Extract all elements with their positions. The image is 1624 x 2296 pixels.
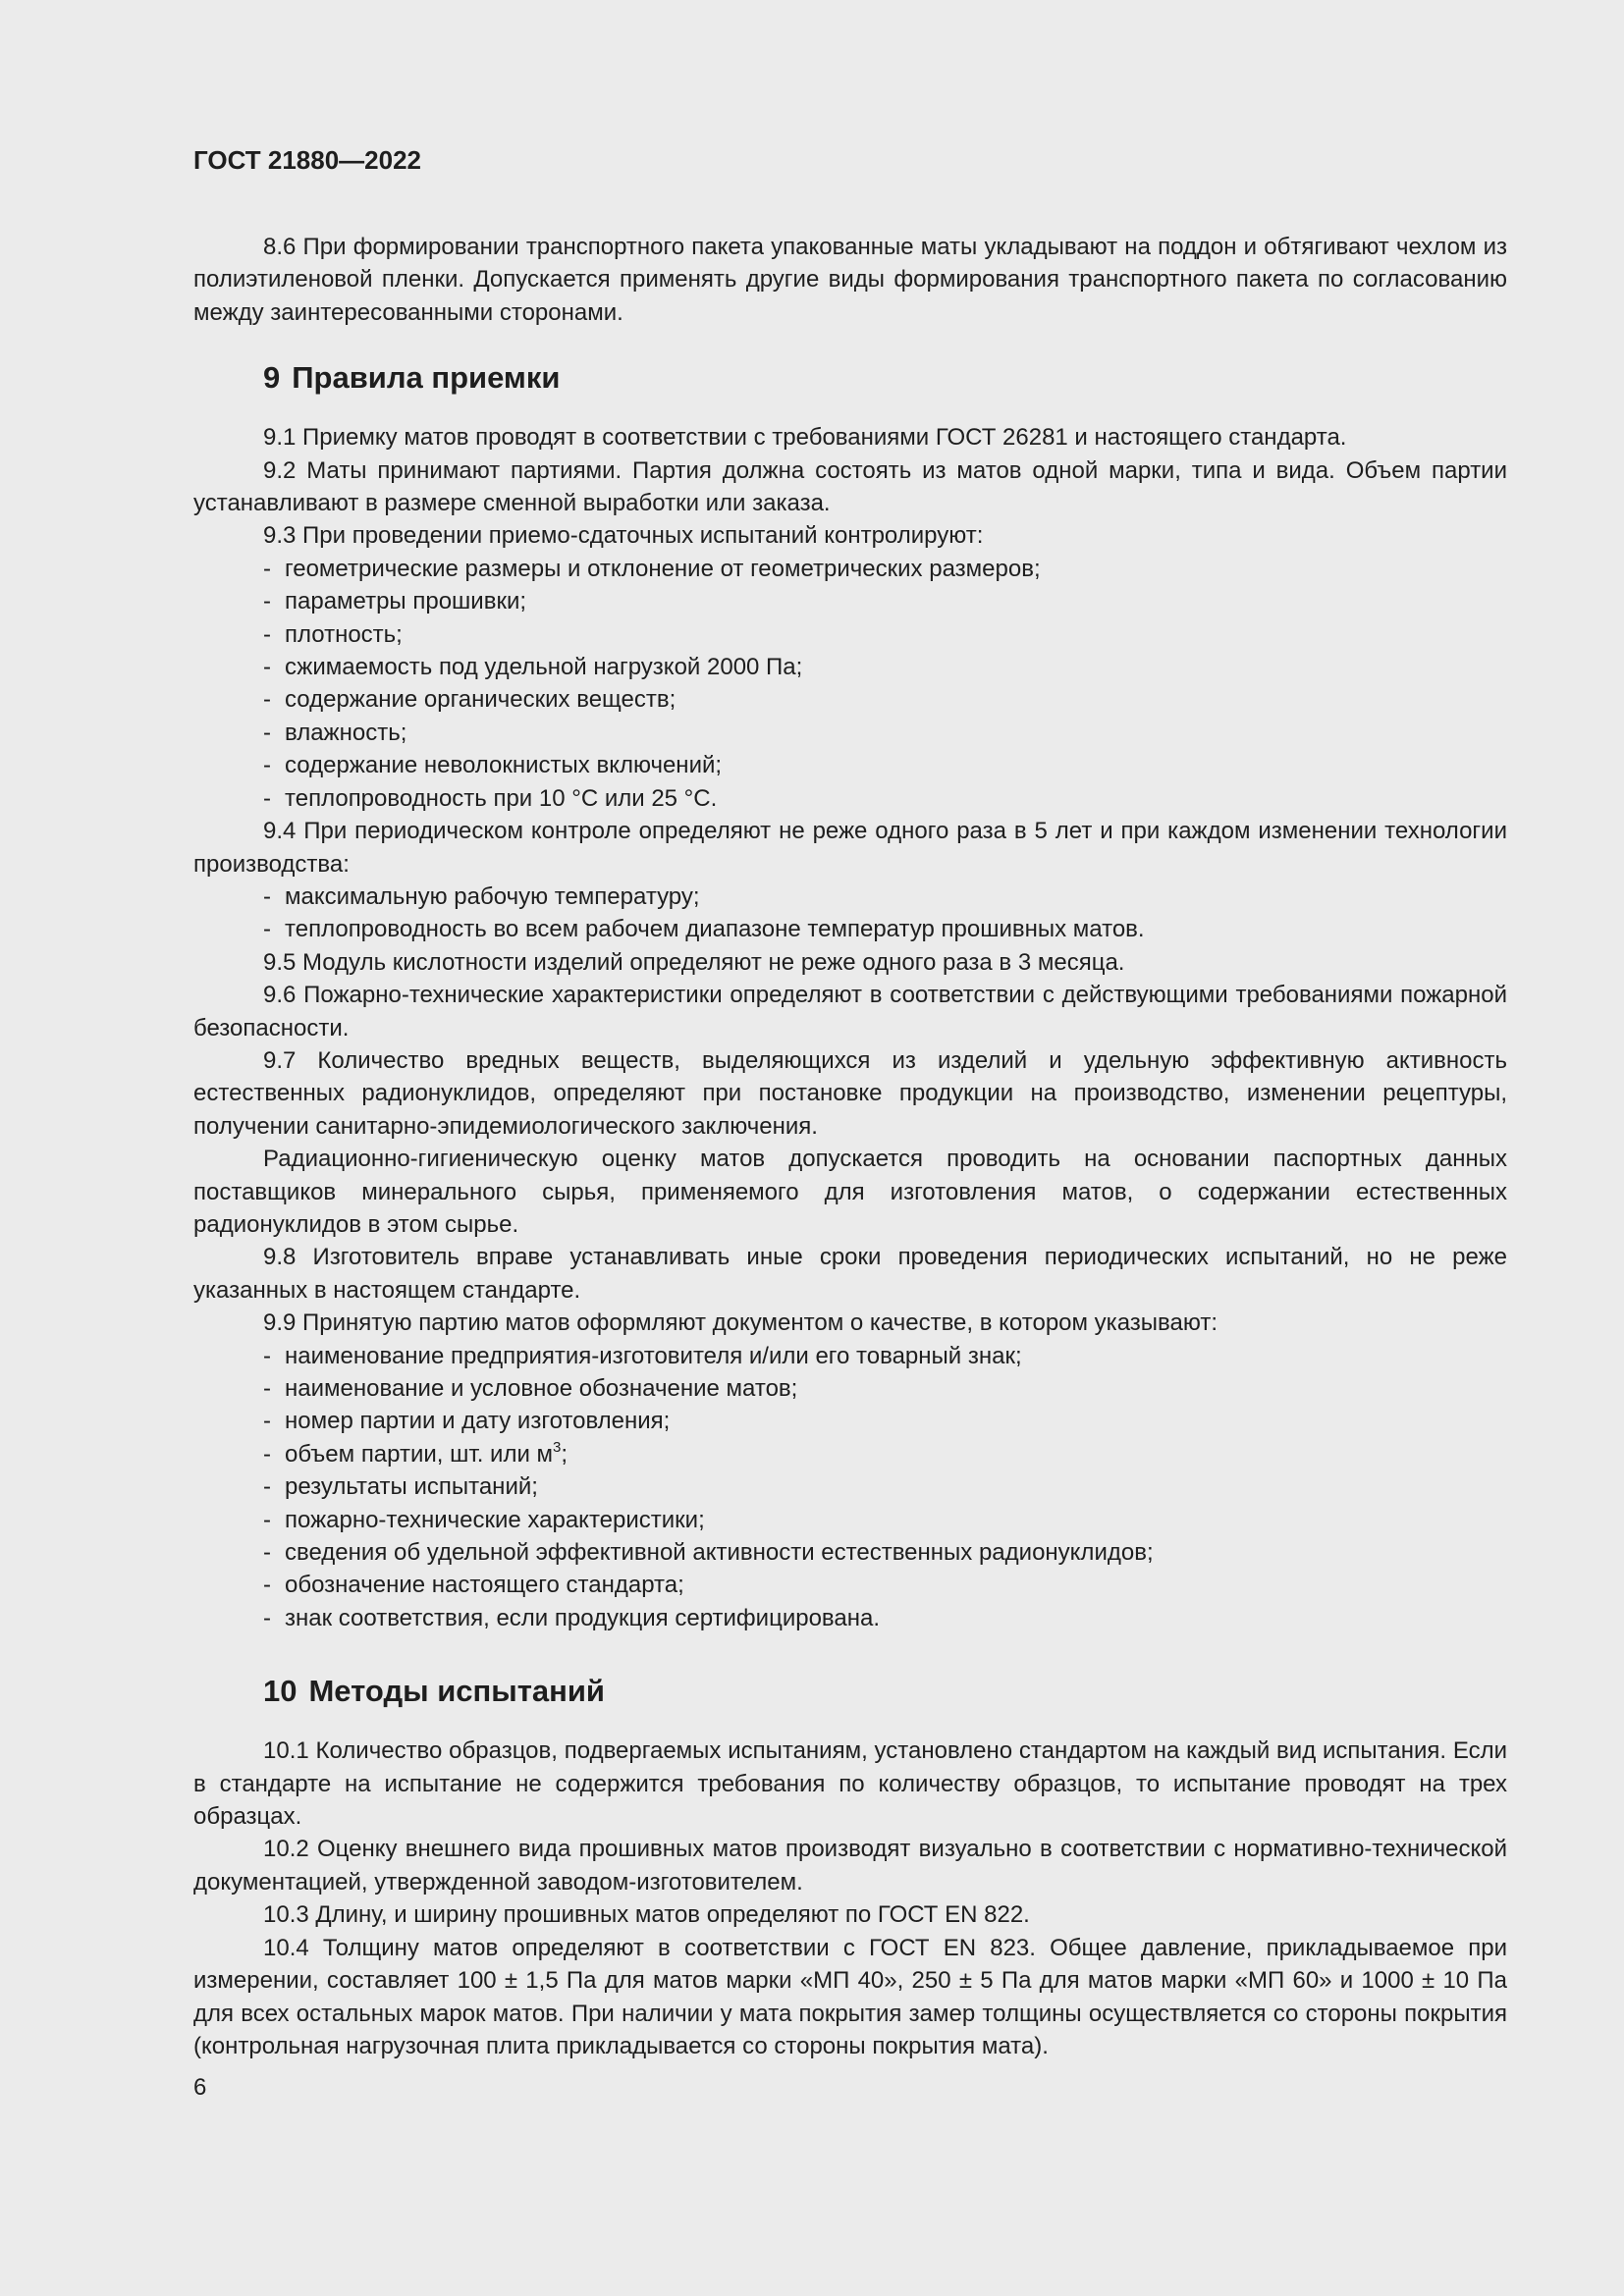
list-item: - объем партии, шт. или $м^3$; bbox=[263, 1438, 568, 1468]
paragraph-10-4: 10.4 Толщину матов определяют в соответствии с ГОСТ EN 823. Общее давление, прикладываемое при измерении, составляет 100 ± 1,5 Па для матов марки «МП 40», 250 ± 5 Па для матов марки «МП 60» и 1000 ± 10 Па для всех остальных марок матов. При наличии у мата покрытия замер толщины осуществляется со стороны покрытия (контрольная нагрузочная плита прикладывается со стороны покрытия мата). bbox=[193, 1934, 1507, 2059]
paragraph-8-6: 8.6 При формировании транспортного пакета упакованные маты укладывают на поддон и обтягивают чехлом из полиэтиленовой пленки. Допускается применять другие виды формирования транспортного пакета по согласованию между заинтересованными сторонами. bbox=[193, 234, 1507, 326]
list-item: - максимальную рабочую температуру; bbox=[263, 882, 700, 910]
paragraph-9-3: 9.3 При проведении приемо-сдаточных испытаний контролируют: bbox=[263, 522, 984, 550]
list-9-3 bbox=[193, 553, 1507, 815]
list-item: - сжимаемость под удельной нагрузкой 2000 Па; bbox=[263, 654, 803, 681]
paragraph-9-9: 9.9 Принятую партию матов оформляют документом о качестве, в котором указывают: bbox=[263, 1309, 1218, 1337]
document-page bbox=[193, 145, 1507, 2062]
list-item: - параметры прошивки; bbox=[263, 588, 527, 615]
page-number: 6 bbox=[193, 2074, 207, 2101]
paragraph-9-7: 9.7 Количество вредных веществ, выделяющихся из изделий и удельную эффективную активность естественных радионуклидов, определяют при постановке продукции на производство, изменении рецептуры, получении санитарно-эпидемиологического заключения. bbox=[193, 1046, 1507, 1140]
list-item: - сведения об удельной эффективной активности естественных радионуклидов; bbox=[263, 1539, 1154, 1567]
section-9-heading bbox=[193, 360, 1507, 396]
section-9-number: 9 bbox=[263, 360, 281, 396]
list-item: - наименование и условное обозначение матов; bbox=[263, 1375, 798, 1402]
list-item: - теплопроводность во всем рабочем диапазоне температур прошивных матов. bbox=[263, 916, 1145, 943]
section-9-title: Правила приемки bbox=[292, 360, 561, 396]
paragraph-10-3: 10.3 Длину, и ширину прошивных матов определяют по ГОСТ EN 822. bbox=[263, 1901, 1030, 1929]
section-10-title: Методы испытаний bbox=[308, 1674, 605, 1709]
document-code-header: ГОСТ 21880—2022 bbox=[193, 145, 421, 175]
list-item: - наименование предприятия-изготовителя и/или его товарный знак; bbox=[263, 1342, 1022, 1369]
list-9-9 bbox=[193, 1340, 1507, 1635]
list-item: - содержание неволокнистых включений; bbox=[263, 752, 723, 779]
list-item: - обозначение настоящего стандарта; bbox=[263, 1572, 684, 1599]
list-item: - результаты испытаний; bbox=[263, 1473, 538, 1501]
paragraph-10-1: 10.1 Количество образцов, подвергаемых испытаниям, установлено стандартом на каждый вид испытания. Если в стандарте на испытание не содержится требования по количеству образцов, то испытание проводят на трех образцах. bbox=[193, 1737, 1507, 1831]
list-item: - геометрические размеры и отклонение от геометрических размеров; bbox=[263, 555, 1041, 582]
paragraph-9-7-continued: Радиационно-гигиеническую оценку матов допускается проводить на основании паспортных данных поставщиков минерального сырья, применяемого для изготовления матов, о содержании естественных радионуклидов в этом сырье. bbox=[193, 1146, 1507, 1238]
list-item: - номер партии и дату изготовления; bbox=[263, 1408, 671, 1435]
paragraph-9-4: 9.4 При периодическом контроле определяют не реже одного раза в 5 лет и при каждом изменении технологии производства: bbox=[193, 818, 1507, 878]
cubic-superscript: 3 bbox=[553, 1438, 562, 1456]
section-10-number: 10 bbox=[263, 1674, 298, 1709]
paragraph-9-1: 9.1 Приемку матов проводят в соответствии с требованиями ГОСТ 26281 и настоящего стандарта. bbox=[263, 424, 1347, 452]
paragraph-9-5: 9.5 Модуль кислотности изделий определяют не реже одного раза в 3 месяца. bbox=[263, 948, 1125, 976]
list-9-4 bbox=[193, 881, 1507, 946]
section-10-heading bbox=[193, 1674, 1507, 1709]
paragraph-9-6: 9.6 Пожарно-технические характеристики определяют в соответствии с действующими требованиями пожарной безопасности. bbox=[193, 982, 1507, 1041]
list-item: - влажность; bbox=[263, 719, 407, 746]
list-item: - содержание органических веществ; bbox=[263, 686, 677, 714]
list-item: - пожарно-технические характеристики; bbox=[263, 1506, 705, 1533]
list-item: - знак соответствия, если продукция сертифицирована. bbox=[263, 1604, 881, 1631]
paragraph-9-8: 9.8 Изготовитель вправе устанавливать иные сроки проведения периодических испытаний, но не реже указанных в настоящем стандарте. bbox=[193, 1244, 1507, 1304]
paragraph-10-2: 10.2 Оценку внешнего вида прошивных матов производят визуально в соответствии с нормативно-технической документацией, утвержденной заводом-изготовителем. bbox=[193, 1836, 1507, 1896]
list-item: - плотность; bbox=[263, 620, 403, 648]
list-item: - теплопроводность при 10 °С или 25 °С. bbox=[263, 784, 718, 812]
paragraph-9-2: 9.2 Маты принимают партиями. Партия должна состоять из матов одной марки, типа и вида. Объем партии устанавливают в размере сменной выработки или заказа. bbox=[193, 456, 1507, 517]
